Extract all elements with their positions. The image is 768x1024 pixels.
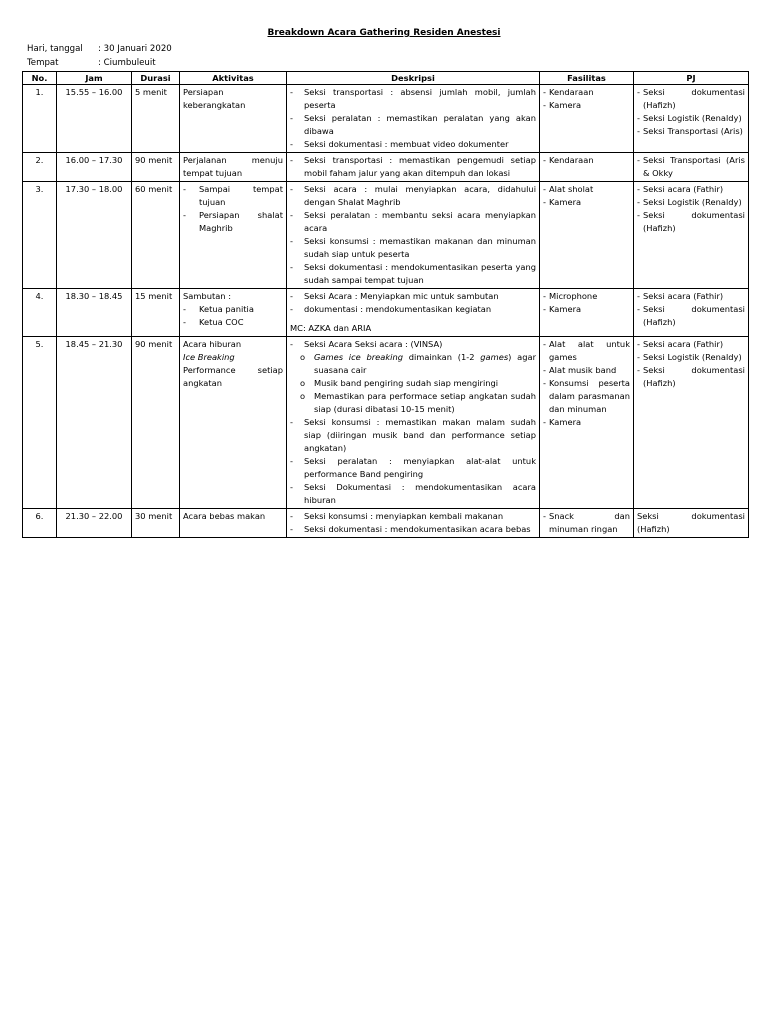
pj-bullet-text: Seksi acara (Fathir)	[643, 291, 724, 301]
deskripsi-bullet-text: Memastikan para performace setiap angkatan sudah siap (durasi dibatasi 10-15 menit)	[314, 391, 536, 414]
deskripsi-bullet-item	[290, 183, 536, 209]
cell-durasi: 60 menit	[132, 182, 180, 289]
cell-durasi: 30 menit	[132, 509, 180, 538]
fasilitas-bullet-text: Snack dan minuman ringan	[549, 511, 630, 534]
aktivitas-text: Acara hiburan	[183, 339, 242, 349]
deskripsi-bullet-text: Seksi dokumentasi : mendokumentasikan acara bebas	[304, 524, 531, 534]
table-row	[23, 182, 749, 289]
dash-bullet-icon: -	[290, 155, 293, 165]
fasilitas-bullet-item	[543, 303, 630, 316]
dash-bullet-icon: -	[637, 339, 640, 349]
pj-bullet-text: Seksi acara (Fathir)	[643, 184, 724, 194]
table-row	[23, 509, 749, 538]
dash-bullet-icon: -	[637, 184, 640, 194]
cell-durasi: 5 menit	[132, 85, 180, 153]
aktivitas-text: Perjalanan menuju tempat tujuan	[183, 155, 283, 178]
cell-jam: 17.30 – 18.00	[57, 182, 132, 289]
meta-place-value: : Ciumbuleuit	[98, 58, 156, 68]
deskripsi-bullet-item	[290, 303, 536, 316]
deskripsi-bullet-item	[290, 455, 536, 481]
aktivitas-bullet-text: Sampai tempat tujuan	[199, 184, 283, 207]
dash-bullet-icon: -	[543, 339, 546, 349]
pj-bullet-item	[637, 338, 745, 351]
dash-bullet-icon: -	[290, 304, 293, 314]
deskripsi-bullet-item	[290, 235, 536, 261]
meta-date-value: : 30 Januari 2020	[98, 44, 172, 54]
fasilitas-bullet-item	[543, 86, 630, 99]
pj-bullet-text: Seksi dokumentasi (Hafizh)	[643, 87, 745, 110]
meta-place-row	[27, 58, 156, 68]
cell-pj	[634, 289, 749, 337]
header-fasilitas: Fasilitas	[540, 72, 634, 85]
fasilitas-bullet-text: Microphone	[549, 291, 598, 301]
cell-no: 6.	[23, 509, 57, 538]
table-row	[23, 289, 749, 337]
pj-bullet-text: Seksi dokumentasi (Hafizh)	[643, 304, 745, 327]
deskripsi-bullet-item	[290, 154, 536, 180]
aktivitas-bullet-text: Persiapan shalat Maghrib	[199, 210, 283, 233]
cell-durasi: 15 menit	[132, 289, 180, 337]
table-row	[23, 337, 749, 509]
deskripsi-bullet-text: Seksi transportasi : absensi jumlah mobil, jumlah peserta	[304, 87, 536, 110]
dash-bullet-icon: -	[637, 291, 640, 301]
deskripsi-italic-text: games	[480, 352, 509, 362]
deskripsi-bullet-item	[290, 523, 536, 536]
fasilitas-bullet-text: Kendaraan	[549, 155, 594, 165]
cell-aktivitas	[180, 509, 287, 538]
cell-aktivitas	[180, 182, 287, 289]
dash-bullet-icon: -	[290, 511, 293, 521]
dash-bullet-icon: -	[543, 511, 546, 521]
fasilitas-bullet-text: Alat musik band	[549, 365, 617, 375]
dash-bullet-icon: -	[543, 304, 546, 314]
deskripsi-bullet-item	[290, 481, 536, 507]
deskripsi-bullet-item	[290, 390, 536, 416]
cell-fasilitas	[540, 509, 634, 538]
cell-pj	[634, 509, 749, 538]
aktivitas-bullet-item	[183, 183, 283, 209]
table-header-row	[23, 72, 749, 85]
dash-bullet-icon: -	[637, 155, 640, 165]
cell-no: 1.	[23, 85, 57, 153]
deskripsi-bullet-text: Seksi Dokumentasi : mendokumentasikan acara hiburan	[304, 482, 536, 505]
deskripsi-bullet-text: dimainkan (1-2	[402, 352, 481, 362]
deskripsi-bullet-text: Seksi Acara : Menyiapkan mic untuk sambutan	[304, 291, 499, 301]
dash-bullet-icon: -	[290, 113, 293, 123]
deskripsi-bullet-item	[290, 209, 536, 235]
header-deskripsi: Deskripsi	[287, 72, 540, 85]
schedule-table	[22, 71, 749, 538]
dash-bullet-icon: -	[543, 184, 546, 194]
deskripsi-bullet-text: Seksi konsumsi : menyiapkan kembali makanan	[304, 511, 504, 521]
dash-bullet-icon: -	[637, 352, 640, 362]
dash-bullet-icon: -	[183, 210, 186, 220]
fasilitas-bullet-text: Alat sholat	[549, 184, 594, 194]
dash-bullet-icon: -	[290, 291, 293, 301]
dash-bullet-icon: -	[543, 197, 546, 207]
deskripsi-bullet-text: Seksi Acara Seksi acara : (VINSA)	[304, 339, 443, 349]
pj-bullet-text: Seksi acara (Fathir)	[643, 339, 724, 349]
cell-jam: 16.00 – 17.30	[57, 153, 132, 182]
fasilitas-bullet-item	[543, 416, 630, 429]
dash-bullet-icon: -	[637, 197, 640, 207]
dash-bullet-icon: -	[637, 365, 640, 375]
pj-bullet-text: Seksi Transportasi (Aris)	[643, 126, 743, 136]
cell-fasilitas	[540, 182, 634, 289]
cell-pj	[634, 182, 749, 289]
fasilitas-bullet-text: Kamera	[549, 417, 582, 427]
fasilitas-bullet-item	[543, 183, 630, 196]
dash-bullet-icon: -	[637, 126, 640, 136]
deskripsi-bullet-item	[290, 351, 536, 377]
table-body	[23, 85, 749, 538]
dash-bullet-icon: -	[290, 339, 293, 349]
header-jam: Jam	[57, 72, 132, 85]
cell-deskripsi	[287, 153, 540, 182]
cell-deskripsi	[287, 509, 540, 538]
fasilitas-bullet-text: Kamera	[549, 304, 582, 314]
deskripsi-bullet-item	[290, 338, 536, 351]
cell-deskripsi	[287, 337, 540, 509]
cell-no: 5.	[23, 337, 57, 509]
dash-bullet-icon: -	[637, 304, 640, 314]
dash-bullet-icon: -	[290, 210, 293, 220]
fasilitas-bullet-text: Konsumsi peserta dalam parasmanan dan minuman	[549, 378, 630, 414]
deskripsi-bullet-text: Seksi peralatan : membantu seksi acara menyiapkan acara	[304, 210, 536, 233]
dash-bullet-icon: -	[543, 100, 546, 110]
dash-bullet-icon: -	[543, 155, 546, 165]
fasilitas-bullet-item	[543, 99, 630, 112]
cell-jam: 21.30 – 22.00	[57, 509, 132, 538]
cell-fasilitas	[540, 337, 634, 509]
header-durasi: Durasi	[132, 72, 180, 85]
header-aktivitas: Aktivitas	[180, 72, 287, 85]
pj-bullet-text: Seksi Logistik (Renaldy)	[643, 352, 742, 362]
deskripsi-bullet-item	[290, 112, 536, 138]
cell-pj	[634, 85, 749, 153]
deskripsi-bullet-item	[290, 138, 536, 151]
dash-bullet-icon: -	[637, 113, 640, 123]
dash-bullet-icon: -	[290, 482, 293, 492]
deskripsi-bullet-item	[290, 510, 536, 523]
cell-aktivitas	[180, 289, 287, 337]
pj-bullet-item	[637, 196, 745, 209]
aktivitas-bullet-item	[183, 209, 283, 235]
meta-place-label: Tempat	[27, 58, 59, 68]
pj-bullet-text: Seksi Logistik (Renaldy)	[643, 197, 742, 207]
aktivitas-text: Performance setiap angkatan	[183, 365, 283, 388]
aktivitas-bullet-text: Ketua panitia	[199, 304, 254, 314]
dash-bullet-icon: -	[290, 139, 293, 149]
aktivitas-text: Ice Breaking	[183, 352, 235, 362]
deskripsi-bullet-text: Seksi acara : mulai menyiapkan acara, didahului dengan Shalat Maghrib	[304, 184, 536, 207]
cell-no: 2.	[23, 153, 57, 182]
pj-bullet-item	[637, 364, 745, 390]
cell-pj	[634, 153, 749, 182]
dash-bullet-icon: -	[543, 87, 546, 97]
table-row	[23, 153, 749, 182]
deskripsi-bullet-text: Seksi konsumsi : memastikan makanan dan minuman sudah siap untuk peserta	[304, 236, 536, 259]
table-row	[23, 85, 749, 153]
cell-no: 4.	[23, 289, 57, 337]
pj-bullet-item	[637, 112, 745, 125]
fasilitas-bullet-text: Alat alat untuk games	[549, 339, 630, 362]
cell-jam: 18.45 – 21.30	[57, 337, 132, 509]
document-title: Breakdown Acara Gathering Residen Anestesi	[267, 28, 501, 38]
pj-text: Seksi dokumentasi (Hafizh)	[637, 511, 745, 534]
dash-bullet-icon: -	[290, 262, 293, 272]
dash-bullet-icon: -	[543, 417, 546, 427]
aktivitas-bullet-item	[183, 303, 283, 316]
pj-bullet-text: Seksi dokumentasi (Hafizh)	[643, 365, 745, 388]
deskripsi-bullet-text: Seksi transportasi : memastikan pengemudi setiap mobil faham jalur yang akan ditempuh dan lokasi	[304, 155, 536, 178]
deskripsi-bullet-item	[290, 290, 536, 303]
aktivitas-text: Sambutan :	[183, 291, 231, 301]
dash-bullet-icon: -	[637, 210, 640, 220]
dash-bullet-icon: -	[290, 456, 293, 466]
fasilitas-bullet-item	[543, 154, 630, 167]
fasilitas-bullet-item	[543, 364, 630, 377]
deskripsi-bullet-text: ) agar suasana cair	[314, 352, 536, 375]
pj-bullet-item	[637, 290, 745, 303]
cell-deskripsi	[287, 85, 540, 153]
dash-bullet-icon: -	[183, 184, 186, 194]
aktivitas-text: Persiapan keberangkatan	[183, 87, 246, 110]
deskripsi-bullet-text: Seksi dokumentasi : mendokumentasikan peserta yang sudah sampai tempat tujuan	[304, 262, 536, 285]
fasilitas-bullet-text: Kamera	[549, 100, 582, 110]
dash-bullet-icon: -	[290, 524, 293, 534]
cell-no: 3.	[23, 182, 57, 289]
fasilitas-bullet-text: Kamera	[549, 197, 582, 207]
dash-bullet-icon: -	[543, 291, 546, 301]
cell-fasilitas	[540, 153, 634, 182]
deskripsi-bullet-text: Seksi dokumentasi : membuat video dokumenter	[304, 139, 509, 149]
pj-bullet-item	[637, 154, 745, 180]
pj-bullet-item	[637, 86, 745, 112]
cell-deskripsi	[287, 289, 540, 337]
deskripsi-bullet-text: Seksi peralatan : menyiapkan alat-alat untuk performance Band pengiring	[304, 456, 536, 479]
pj-bullet-item	[637, 209, 745, 235]
fasilitas-bullet-text: Kendaraan	[549, 87, 594, 97]
fasilitas-bullet-item	[543, 377, 630, 416]
pj-bullet-item	[637, 303, 745, 329]
aktivitas-bullet-item	[183, 316, 283, 329]
meta-date-label: Hari, tanggal	[27, 44, 83, 54]
deskripsi-bullet-text	[314, 351, 536, 377]
cell-fasilitas	[540, 289, 634, 337]
deskripsi-bullet-text: Seksi konsumsi : memastikan makan malam sudah siap (diiringan musik band dan performance setiap angkatan)	[304, 417, 536, 453]
pj-bullet-text: Seksi Transportasi (Aris & Okky	[643, 155, 745, 178]
aktivitas-bullet-text: Ketua COC	[199, 317, 244, 327]
deskripsi-bullet-item	[290, 377, 536, 390]
dash-bullet-icon: -	[637, 87, 640, 97]
dash-bullet-icon: -	[290, 87, 293, 97]
cell-durasi: 90 menit	[132, 337, 180, 509]
cell-jam: 18.30 – 18.45	[57, 289, 132, 337]
dash-bullet-icon: -	[543, 378, 546, 388]
pj-bullet-text: Seksi Logistik (Renaldy)	[643, 113, 742, 123]
cell-durasi: 90 menit	[132, 153, 180, 182]
header-no: No.	[23, 72, 57, 85]
circle-bullet-icon: o	[300, 391, 306, 401]
cell-jam: 15.55 – 16.00	[57, 85, 132, 153]
pj-bullet-text: Seksi dokumentasi (Hafizh)	[643, 210, 745, 233]
fasilitas-bullet-item	[543, 290, 630, 303]
dash-bullet-icon: -	[290, 184, 293, 194]
dash-bullet-icon: -	[183, 304, 186, 314]
deskripsi-bullet-item	[290, 261, 536, 287]
pj-bullet-item	[637, 183, 745, 196]
deskripsi-text: MC: AZKA dan ARIA	[290, 323, 372, 333]
deskripsi-bullet-item	[290, 86, 536, 112]
aktivitas-text: Acara bebas makan	[183, 511, 266, 521]
fasilitas-bullet-item	[543, 196, 630, 209]
fasilitas-bullet-item	[543, 510, 630, 536]
circle-bullet-icon: o	[300, 352, 306, 362]
cell-aktivitas	[180, 153, 287, 182]
cell-aktivitas	[180, 337, 287, 509]
deskripsi-bullet-text: Seksi peralatan : memastikan peralatan yang akan dibawa	[304, 113, 536, 136]
dash-bullet-icon: -	[183, 317, 186, 327]
pj-bullet-item	[637, 351, 745, 364]
fasilitas-bullet-item	[543, 338, 630, 364]
pj-bullet-item	[637, 125, 745, 138]
deskripsi-bullet-item	[290, 416, 536, 455]
meta-date-row	[27, 44, 172, 54]
cell-pj	[634, 337, 749, 509]
deskripsi-bullet-text: dokumentasi : mendokumentasikan kegiatan	[304, 304, 492, 314]
cell-deskripsi	[287, 182, 540, 289]
dash-bullet-icon: -	[290, 417, 293, 427]
deskripsi-italic-text: Games ice breaking	[314, 352, 403, 362]
dash-bullet-icon: -	[290, 236, 293, 246]
cell-fasilitas	[540, 85, 634, 153]
deskripsi-bullet-text: Musik band pengiring sudah siap mengiringi	[314, 378, 499, 388]
header-pj: PJ	[634, 72, 749, 85]
circle-bullet-icon: o	[300, 378, 306, 388]
cell-aktivitas	[180, 85, 287, 153]
dash-bullet-icon: -	[543, 365, 546, 375]
